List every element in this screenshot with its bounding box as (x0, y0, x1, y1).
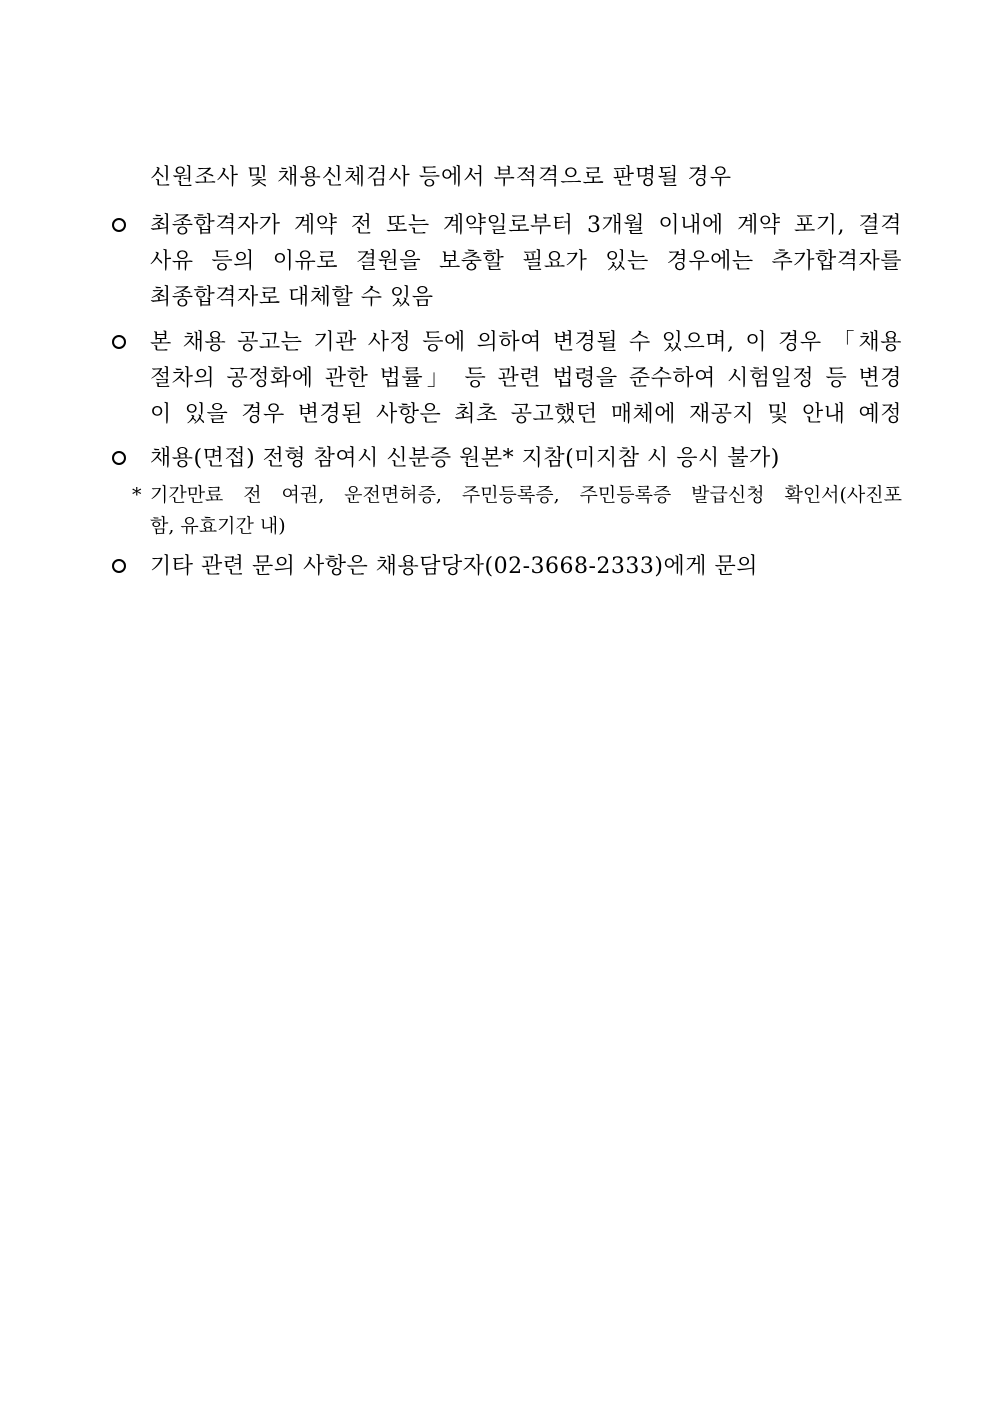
text-line: 함, 유효기간 내) (150, 515, 286, 537)
footnote-id-types (132, 480, 902, 542)
text-line: 절차의 공정화에 관한 법률」 등 관련 법령을 준수하여 시험일정 등 변경 (150, 366, 902, 391)
list-item-id-required (112, 441, 902, 477)
text-line: 기간만료 전 여권, 운전면허증, 주민등록증, 주민등록증 발급신청 확인서(사진포 (150, 484, 902, 506)
circle-bullet-icon (112, 559, 126, 573)
text-line: 이 있을 경우 변경된 사항은 최초 공고했던 매체에 재공지 및 안내 예정 (150, 402, 902, 427)
text-line: 최종합격자가 계약 전 또는 계약일로부터 3개월 이내에 계약 포기, 결격 (150, 213, 902, 238)
text-line: 사유 등의 이유로 결원을 보충할 필요가 있는 경우에는 추가합격자를 (150, 249, 902, 274)
continuation-line: 신원조사 및 채용신체검사 등에서 부적격으로 판명될 경우 (150, 165, 733, 190)
text-line: 채용(면접) 전형 참여시 신분증 원본* 지참(미지참 시 응시 불가) (150, 446, 780, 471)
text-line: 본 채용 공고는 기관 사정 등에 의하여 변경될 수 있으며, 이 경우 「채용 (150, 330, 902, 355)
text-line: 기타 관련 문의 사항은 채용담당자(02-3668-2333)에게 문의 (150, 554, 759, 579)
footnote-mark: * (132, 484, 142, 506)
circle-bullet-icon (112, 218, 126, 232)
list-item-text (150, 441, 902, 477)
text-line: 최종합격자로 대체할 수 있음 (150, 285, 434, 310)
list-item-text (150, 549, 902, 585)
footnote-text (150, 480, 902, 542)
list-item-contact (112, 549, 902, 585)
list-item-notice-change (112, 325, 902, 433)
list-item-text (150, 325, 902, 433)
list-item-text (150, 208, 902, 316)
circle-bullet-icon (112, 451, 126, 465)
circle-bullet-icon (112, 335, 126, 349)
list-item-final-pass-replacement (112, 208, 902, 316)
